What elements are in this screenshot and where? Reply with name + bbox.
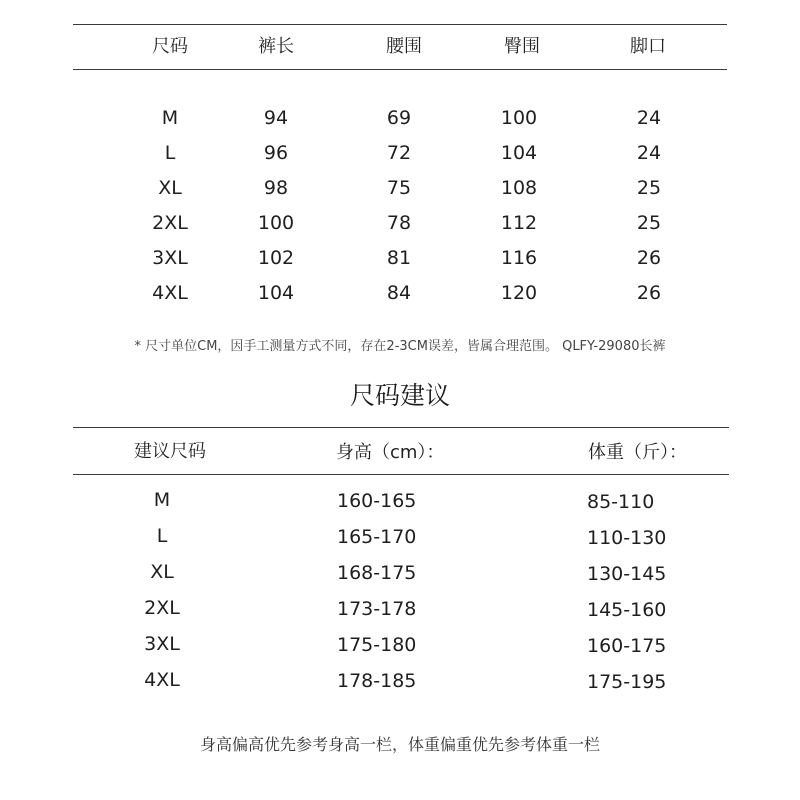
- table-cell: 72: [386, 142, 412, 164]
- table-cell: 4XL: [144, 669, 180, 691]
- table-cell: 120: [500, 282, 538, 304]
- table-cell: 108: [500, 177, 538, 199]
- recommend-header-height: 身高（cm）：: [336, 442, 445, 463]
- table-cell: 102: [257, 247, 295, 269]
- table-cell: 100: [257, 212, 295, 234]
- size-header-hip: 臀围: [504, 36, 540, 57]
- table-cell: XL: [158, 177, 182, 199]
- table-cell: 100: [500, 107, 538, 129]
- table-cell: 24: [636, 107, 662, 129]
- table-cell: 85-110: [587, 491, 655, 513]
- table-cell: M: [161, 107, 179, 129]
- table-cell: 81: [386, 247, 412, 269]
- table-cell: XL: [150, 561, 174, 583]
- table-cell: 168-175: [337, 562, 417, 584]
- table-cell: 116: [500, 247, 538, 269]
- table-cell: 69: [386, 107, 412, 129]
- recommend-header-rule: [73, 474, 729, 475]
- table-cell: M: [153, 489, 171, 511]
- size-header-length: 裤长: [258, 36, 294, 57]
- table-cell: 104: [500, 142, 538, 164]
- recommend-header-weight: 体重（斤）：: [588, 442, 687, 463]
- table-cell: 2XL: [152, 212, 188, 234]
- table-cell: 84: [386, 282, 412, 304]
- table-cell: L: [156, 525, 168, 547]
- recommend-top-rule: [73, 427, 729, 428]
- table-cell: 165-170: [337, 526, 417, 548]
- table-cell: 145-160: [587, 599, 667, 621]
- table-cell: 98: [263, 177, 289, 199]
- size-header-size: 尺码: [152, 36, 188, 57]
- table-cell: 3XL: [144, 633, 180, 655]
- table-cell: 75: [386, 177, 412, 199]
- table-cell: 173-178: [337, 598, 417, 620]
- footer-note: 身高偏高优先参考身高一栏，体重偏重优先参考体重一栏: [199, 735, 600, 754]
- recommend-header-size: 建议尺码: [134, 441, 206, 462]
- table-cell: 96: [263, 142, 289, 164]
- table-cell: 24: [636, 142, 662, 164]
- recommend-title: 尺码建议: [349, 381, 450, 410]
- size-header-waist: 腰围: [386, 36, 422, 57]
- size-table-top-rule: [73, 24, 727, 25]
- table-cell: 175-180: [337, 634, 417, 656]
- table-cell: 78: [386, 212, 412, 234]
- table-cell: 26: [636, 282, 662, 304]
- size-header-hem: 脚口: [630, 36, 666, 57]
- table-cell: 110-130: [587, 527, 667, 549]
- table-cell: 112: [500, 212, 538, 234]
- table-cell: 3XL: [152, 247, 188, 269]
- table-cell: 104: [257, 282, 295, 304]
- table-cell: 160-165: [337, 490, 417, 512]
- table-cell: 25: [636, 177, 662, 199]
- table-cell: 94: [263, 107, 289, 129]
- table-cell: L: [164, 142, 176, 164]
- size-table-header-rule: [73, 69, 727, 70]
- measurement-note: * 尺寸单位CM，因手工测量方式不同，存在2-3CM误差，皆属合理范围。 QLFY-29080长裤: [134, 339, 666, 354]
- table-cell: 175-195: [587, 671, 667, 693]
- table-cell: 178-185: [337, 670, 417, 692]
- table-cell: 2XL: [144, 597, 180, 619]
- table-cell: 160-175: [587, 635, 667, 657]
- table-cell: 25: [636, 212, 662, 234]
- table-cell: 4XL: [152, 282, 188, 304]
- table-cell: 26: [636, 247, 662, 269]
- table-cell: 130-145: [587, 563, 667, 585]
